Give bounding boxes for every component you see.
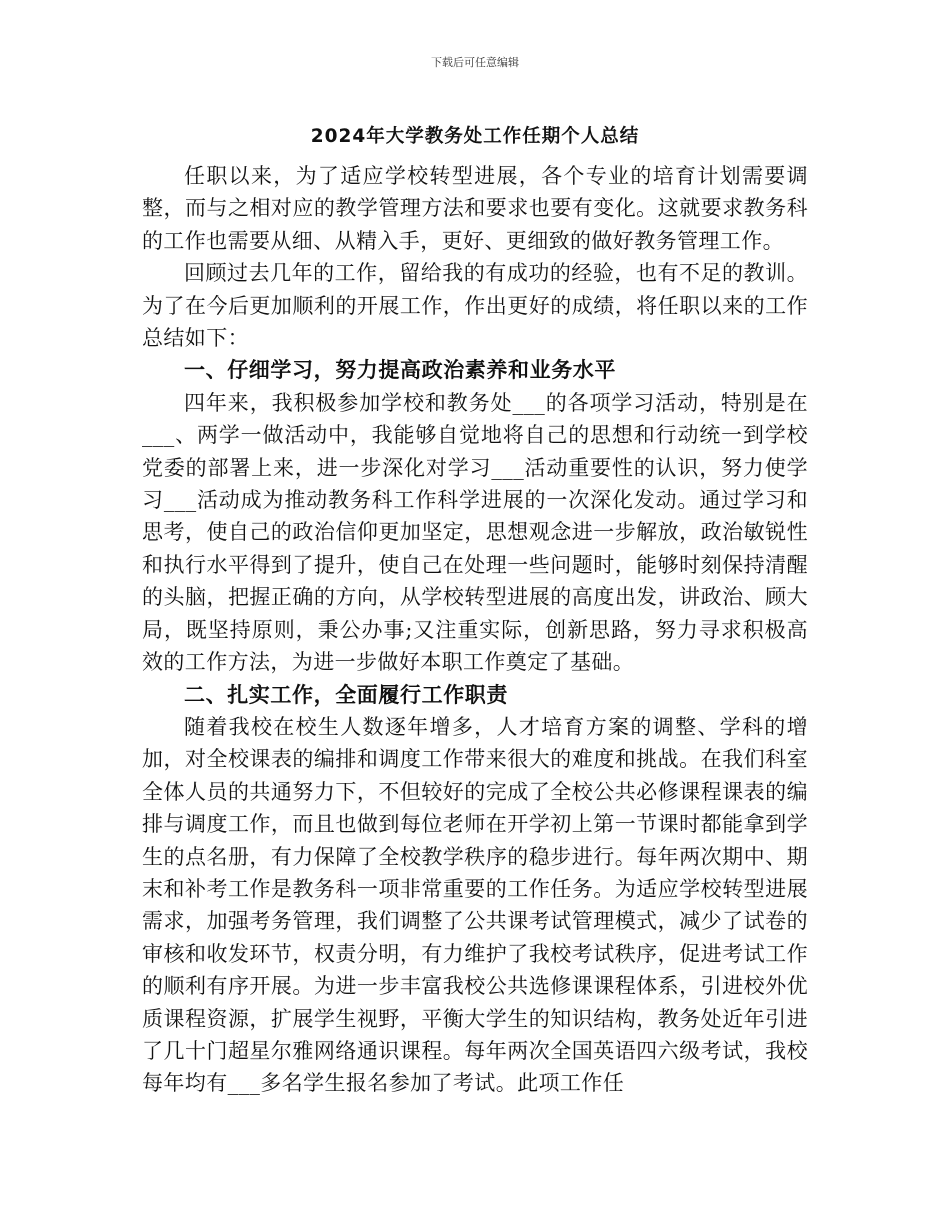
header-note: 下载后可任意编辑	[431, 56, 519, 69]
document-title: 2024年大学教务处工作任期个人总结	[310, 126, 640, 147]
paragraph-review: 回顾过去几年的工作，留给我的有成功的经验，也有不足的教训。为了在今后更加顺利的开展工作，作出更好的成绩，将任职以来的工作总结如下：	[142, 261, 808, 351]
paragraph-intro: 任职以来，为了适应学校转型进展，各个专业的培育计划需要调整，而与之相对应的教学管理方法和要求也要有变化。这就要求教务科的工作也需要从细、从精入手，更好、更细致的做好教务管理工作。	[142, 164, 808, 253]
section-heading-2: 二、扎实工作，全面履行工作职责	[184, 682, 508, 707]
document-body	[142, 160, 808, 1100]
paragraph-study: 四年来，我积极参加学校和教务处___的各项学习活动，特别是在___、两学一做活动中，我能够自觉地将自己的思想和行动统一到学校党委的部署上来，进一步深化对学习___活动重要性的认识，努力使学习___活动成为推动教务科工作科学进展的一次深化发动。通过学习和思考，使自己的政治信仰更加坚定，思想观念进一步解放，政治敏锐性和执行水平得到了提升，使自己在处理一些问题时，能够时刻保持清醒的头脑，把握正确的方向，从学校转型进展的高度出发，讲政治、顾大局，既坚持原则，秉公办事;又注重实际，创新思路，努力寻求积极高效的工作方法，为进一步做好本职工作奠定了基础。	[142, 390, 808, 675]
section-heading-1: 一、仔细学习，努力提高政治素养和业务水平	[184, 358, 616, 383]
paragraph-work: 随着我校在校生人数逐年增多，人才培育方案的调整、学科的增加，对全校课表的编排和调度工作带来很大的难度和挑战。在我们科室全体人员的共通努力下，不但较好的完成了全校公共必修课程课表的编排与调度工作，而且也做到每位老师在开学初上第一节课时都能拿到学生的点名册，有力保障了全校教学秩序的稳步进行。每年两次期中、期末和补考工作是教务科一项非常重要的工作任务。为适应学校转型进展需求，加强考务管理，我们调整了公共课考试管理模式，减少了试卷的审核和收发环节，权责分明，有力维护了我校考试秩序，促进考试工作的顺利有序开展。为进一步丰富我校公共选修课课程体系，引进校外优质课程资源，扩展学生视野，平衡大学生的知识结构，教务处近年引进了几十门超星尔雅网络通识课程。每年两次全国英语四六级考试，我校每年均有___多名学生报名参加了考试。此项工作任	[142, 714, 808, 1096]
